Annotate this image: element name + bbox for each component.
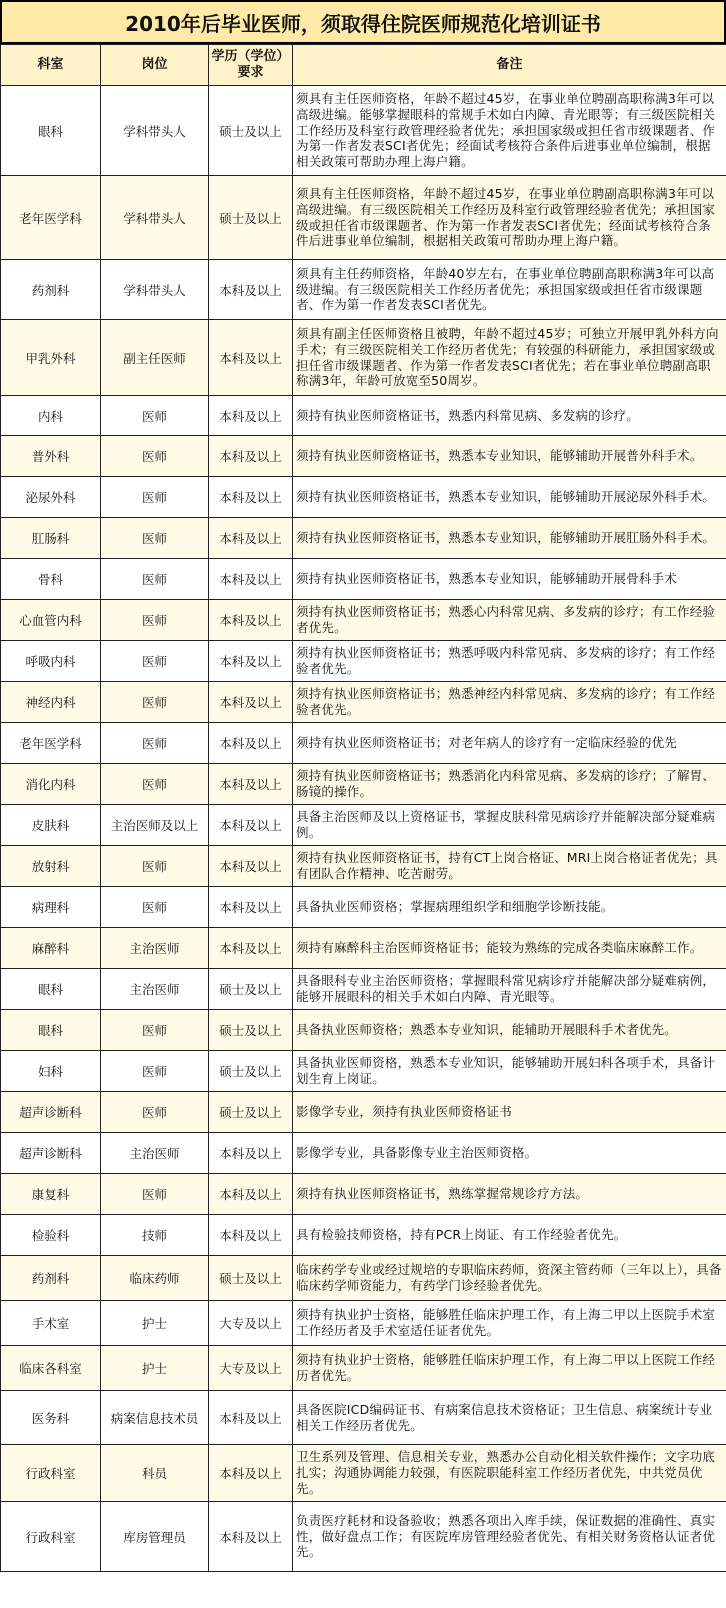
table-row [1,176,726,260]
note-cell: 须持有执业医师资格证书，熟练掌握常规诊疗方法。 [293,1174,726,1215]
note-cell: 卫生系列及管理、信息相关专业，熟悉办公自动化相关软件操作；文字功底扎实；沟通协调能力较强，有医院职能科室工作经历者优先，中共党员优先。 [293,1445,726,1502]
table-row [1,86,726,176]
header-post: 岗位 [101,45,209,86]
post-cell: 临床药师 [101,1256,209,1301]
post-cell: 医师 [101,641,209,682]
post-cell: 医师 [101,846,209,887]
dept-cell: 行政科室 [1,1502,101,1572]
table-body [1,86,726,1572]
education-cell: 硕士及以上 [209,1092,293,1133]
dept-cell: 老年医学科 [1,176,101,260]
education-cell: 本科及以上 [209,887,293,928]
page-title: 2010年后毕业医师，须取得住院医师规范化培训证书 [0,0,726,44]
dept-cell: 普外科 [1,436,101,477]
table-row [1,1215,726,1256]
note-cell: 须持有执业医师资格证书，熟悉内科常见病、多发病的诊疗。 [293,396,726,436]
dept-cell: 心血管内科 [1,600,101,641]
dept-cell: 药剂科 [1,1256,101,1301]
header-education: 学历（学位）要求 [209,45,293,86]
dept-cell: 麻醉科 [1,928,101,969]
note-cell: 具备执业医师资格；掌握病理组织学和细胞学诊断技能。 [293,887,726,928]
table-row [1,1092,726,1133]
note-cell: 须持有执业医师资格证书，熟悉本专业知识，能够辅助开展普外科手术。 [293,436,726,477]
dept-cell: 临床各科室 [1,1346,101,1391]
education-cell: 本科及以上 [209,396,293,436]
education-cell: 本科及以上 [209,682,293,723]
education-cell: 本科及以上 [209,477,293,518]
table-row [1,1010,726,1051]
education-cell: 硕士及以上 [209,1010,293,1051]
dept-cell: 手术室 [1,1301,101,1346]
education-cell: 本科及以上 [209,260,293,320]
table-row [1,723,726,764]
education-cell: 本科及以上 [209,600,293,641]
dept-cell: 皮肤科 [1,805,101,846]
education-cell: 本科及以上 [209,1445,293,1502]
post-cell: 副主任医师 [101,320,209,396]
note-cell: 具备眼科专业主治医师资格；掌握眼科常见病诊疗并能解决部分疑难病例，能够开展眼科的相关手术如白内障、青光眼等。 [293,969,726,1010]
note-cell: 须具有副主任医师资格且被聘，年龄不超过45岁；可独立开展甲乳外科方向手术；有三级医院相关工作经历者优先；有较强的科研能力，承担国家级或担任省市级课题者、作为第一作者发表SCI者优先；若在事业单位聘副高职称满3年，年龄可放宽至50周岁。 [293,320,726,396]
education-cell: 本科及以上 [209,641,293,682]
table-row [1,641,726,682]
table-row [1,805,726,846]
education-cell: 本科及以上 [209,805,293,846]
education-cell: 本科及以上 [209,436,293,477]
note-cell: 须持有执业医师资格证书；熟悉心内科常见病、多发病的诊疗；有工作经验者优先。 [293,600,726,641]
dept-cell: 药剂科 [1,260,101,320]
dept-cell: 超声诊断科 [1,1133,101,1174]
note-cell: 须持有执业护士资格，能够胜任临床护理工作，有上海二甲以上医院手术室工作经历者及手术室适任证者优先。 [293,1301,726,1346]
table-row [1,436,726,477]
note-cell: 具备执业医师资格，熟悉本专业知识，能够辅助开展妇科各项手术，具备计划生育上岗证。 [293,1051,726,1092]
note-cell: 须持有执业医师资格证书，熟悉本专业知识，能够辅助开展泌尿外科手术。 [293,477,726,518]
dept-cell: 眼科 [1,1010,101,1051]
post-cell: 学科带头人 [101,86,209,176]
post-cell: 科员 [101,1445,209,1502]
table-row [1,1391,726,1445]
note-cell: 须持有执业医师资格证书，熟悉本专业知识，能够辅助开展骨科手术 [293,559,726,600]
note-cell: 须持有麻醉科主治医师资格证书；能较为熟练的完成各类临床麻醉工作。 [293,928,726,969]
education-cell: 本科及以上 [209,1391,293,1445]
post-cell: 医师 [101,887,209,928]
dept-cell: 甲乳外科 [1,320,101,396]
post-cell: 主治医师 [101,1133,209,1174]
post-cell: 医师 [101,518,209,559]
dept-cell: 医务科 [1,1391,101,1445]
post-cell: 学科带头人 [101,176,209,260]
header-dept: 科室 [1,45,101,86]
education-cell: 本科及以上 [209,1215,293,1256]
note-cell: 须持有执业护士资格，能够胜任临床护理工作，有上海二甲以上医院工作经历者优先。 [293,1346,726,1391]
note-cell: 须具有主任药师资格，年龄40岁左右，在事业单位聘副高职称满3年可以高级进编。有三级医院相关工作经历者优先；承担国家级或担任省市级课题者、作为第一作者发表SCI者优先。 [293,260,726,320]
post-cell: 病案信息技术员 [101,1391,209,1445]
note-cell: 影像学专业，须持有执业医师资格证书 [293,1092,726,1133]
post-cell: 医师 [101,436,209,477]
table-row [1,969,726,1010]
education-cell: 硕士及以上 [209,969,293,1010]
dept-cell: 眼科 [1,86,101,176]
note-cell: 负责医疗耗材和设备验收；熟悉各项出入库手续，保证数据的准确性、真实性，做好盘点工作；有医院库房管理经验者优先、有相关财务资格认证者优先。 [293,1502,726,1572]
post-cell: 医师 [101,600,209,641]
note-cell: 具备执业医师资格；熟悉本专业知识，能辅助开展眼科手术者优先。 [293,1010,726,1051]
education-cell: 大专及以上 [209,1301,293,1346]
dept-cell: 检验科 [1,1215,101,1256]
education-cell: 本科及以上 [209,846,293,887]
education-cell: 硕士及以上 [209,176,293,260]
table-row [1,559,726,600]
table-row [1,928,726,969]
recruitment-table [0,44,726,1572]
post-cell: 医师 [101,396,209,436]
post-cell: 医师 [101,682,209,723]
note-cell: 须持有执业医师资格证书，持有CT上岗合格证、MRI上岗合格证者优先；具有团队合作精神、吃苦耐劳。 [293,846,726,887]
education-cell: 硕士及以上 [209,1051,293,1092]
table-row [1,846,726,887]
table-row [1,396,726,436]
table-row [1,1174,726,1215]
education-cell: 大专及以上 [209,1346,293,1391]
dept-cell: 妇科 [1,1051,101,1092]
table-row [1,682,726,723]
note-cell: 影像学专业，具备影像专业主治医师资格。 [293,1133,726,1174]
education-cell: 本科及以上 [209,928,293,969]
education-cell: 本科及以上 [209,559,293,600]
table-row [1,764,726,805]
dept-cell: 呼吸内科 [1,641,101,682]
post-cell: 医师 [101,1174,209,1215]
table-row [1,1256,726,1301]
dept-cell: 病理科 [1,887,101,928]
post-cell: 主治医师 [101,928,209,969]
post-cell: 技师 [101,1215,209,1256]
dept-cell: 行政科室 [1,1445,101,1502]
post-cell: 护士 [101,1301,209,1346]
post-cell: 医师 [101,1010,209,1051]
note-cell: 具备主治医师及以上资格证书，掌握皮肤科常见病诊疗并能解决部分疑难病例。 [293,805,726,846]
table-row [1,518,726,559]
table-row [1,1133,726,1174]
dept-cell: 神经内科 [1,682,101,723]
dept-cell: 放射科 [1,846,101,887]
note-cell: 须持有执业医师资格证书；熟悉消化内科常见病、多发病的诊疗；了解胃、肠镜的操作。 [293,764,726,805]
post-cell: 医师 [101,477,209,518]
note-cell: 具有检验技师资格，持有PCR上岗证、有工作经验者优先。 [293,1215,726,1256]
note-cell: 须持有执业医师资格证书；对老年病人的诊疗有一定临床经验的优先 [293,723,726,764]
note-cell: 须持有执业医师资格证书；熟悉呼吸内科常见病、多发病的诊疗；有工作经验者优先。 [293,641,726,682]
note-cell: 须持有执业医师资格证书；熟悉神经内科常见病、多发病的诊疗；有工作经验者优先。 [293,682,726,723]
dept-cell: 老年医学科 [1,723,101,764]
education-cell: 本科及以上 [209,1502,293,1572]
table-row [1,1445,726,1502]
note-cell: 临床药学专业或经过规培的专职临床药师，资深主管药师（三年以上），具备临床药学师资能力，有药学门诊经验者优先。 [293,1256,726,1301]
post-cell: 医师 [101,723,209,764]
education-cell: 本科及以上 [209,320,293,396]
table-row [1,1502,726,1572]
post-cell: 学科带头人 [101,260,209,320]
post-cell: 医师 [101,1051,209,1092]
education-cell: 本科及以上 [209,764,293,805]
dept-cell: 泌尿外科 [1,477,101,518]
note-cell: 须持有执业医师资格证书，熟悉本专业知识，能够辅助开展肛肠外科手术。 [293,518,726,559]
dept-cell: 康复科 [1,1174,101,1215]
post-cell: 医师 [101,764,209,805]
table-row [1,320,726,396]
dept-cell: 内科 [1,396,101,436]
dept-cell: 眼科 [1,969,101,1010]
post-cell: 医师 [101,559,209,600]
education-cell: 本科及以上 [209,1174,293,1215]
education-cell: 本科及以上 [209,518,293,559]
note-cell: 须具有主任医师资格，年龄不超过45岁，在事业单位聘副高职称满3年可以高级进编。有三级医院相关工作经历及科室行政管理经验者优先；承担国家级或担任省市级课题者、作为第一作者发表SCI者优先；经面试考核符合条件后进事业单位编制，根据相关政策可帮助办理上海户籍。 [293,176,726,260]
post-cell: 库房管理员 [101,1502,209,1572]
note-cell: 须具有主任医师资格，年龄不超过45岁，在事业单位聘副高职称满3年可以高级进编。能够掌握眼科的常规手术如白内障、青光眼等；有三级医院相关工作经历及科室行政管理经验者优先；承担国家级或担任省市级课题者、作为第一作者发表SCI者优先；经面试考核符合条件后进事业单位编制，根据相关政策可帮助办理上海户籍。 [293,86,726,176]
note-cell: 具备医院ICD编码证书、有病案信息技术资格证；卫生信息、病案统计专业相关工作经历者优先。 [293,1391,726,1445]
dept-cell: 超声诊断科 [1,1092,101,1133]
post-cell: 护士 [101,1346,209,1391]
table-row [1,887,726,928]
table-row [1,1301,726,1346]
header-note: 备注 [293,45,726,86]
table-row [1,477,726,518]
education-cell: 硕士及以上 [209,86,293,176]
table-header-row [1,45,726,86]
education-cell: 本科及以上 [209,1133,293,1174]
post-cell: 主治医师 [101,969,209,1010]
post-cell: 主治医师及以上 [101,805,209,846]
table-row [1,1051,726,1092]
dept-cell: 肛肠科 [1,518,101,559]
table-row [1,260,726,320]
table-row [1,1346,726,1391]
dept-cell: 消化内科 [1,764,101,805]
dept-cell: 骨科 [1,559,101,600]
post-cell: 医师 [101,1092,209,1133]
table-row [1,600,726,641]
education-cell: 硕士及以上 [209,1256,293,1301]
education-cell: 本科及以上 [209,723,293,764]
